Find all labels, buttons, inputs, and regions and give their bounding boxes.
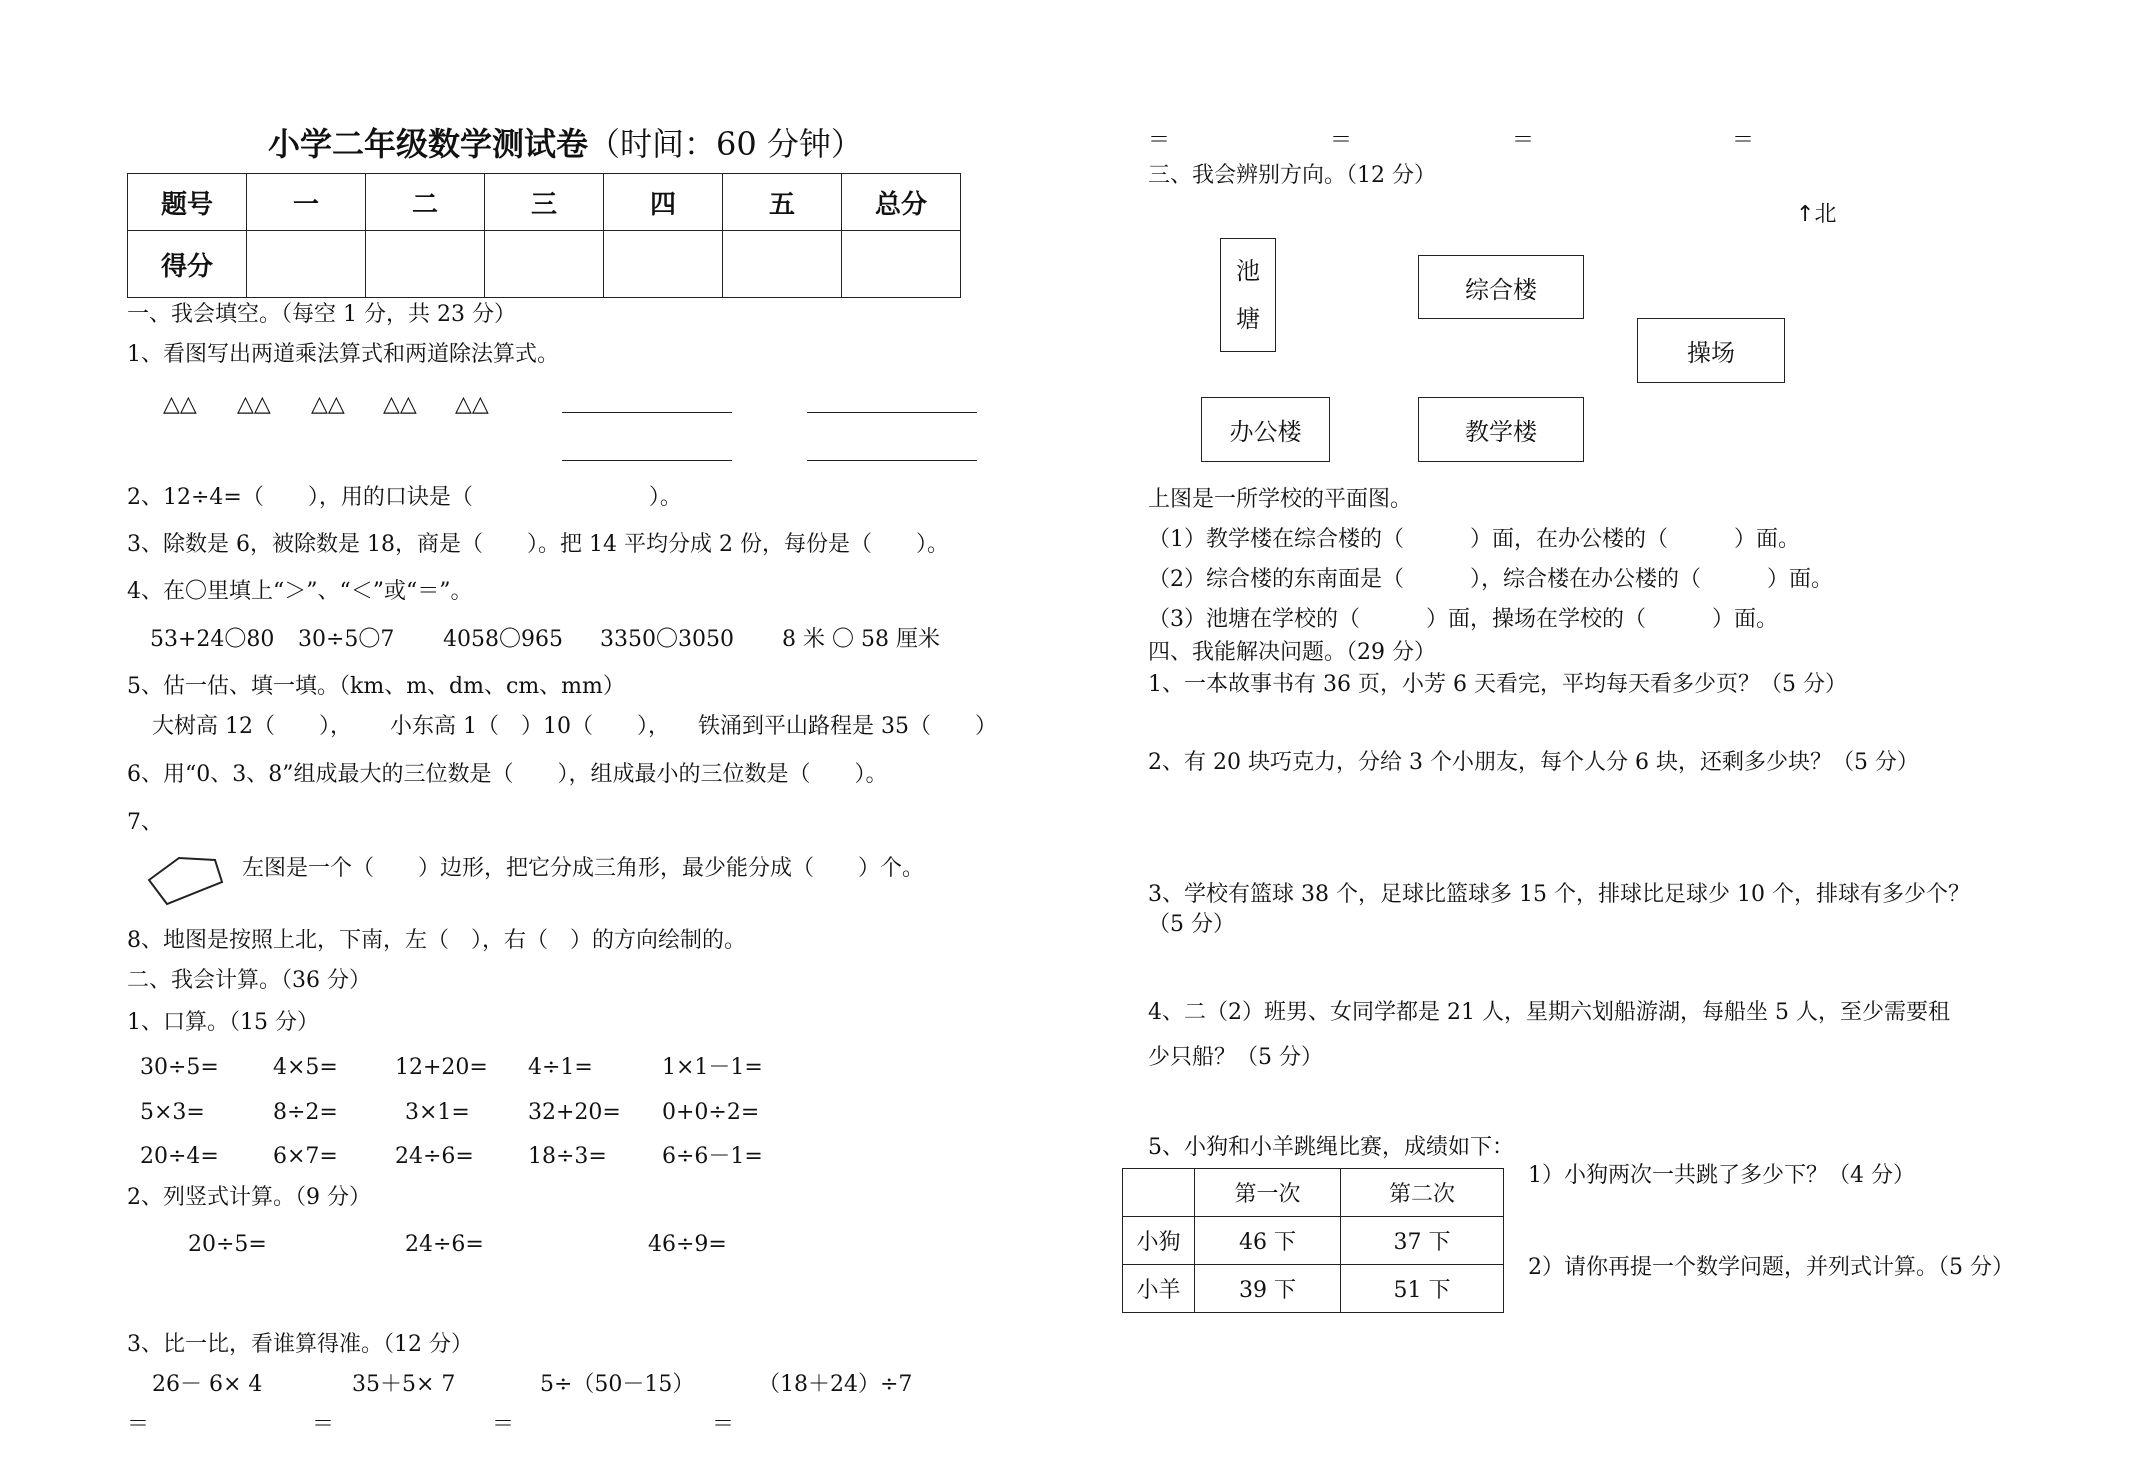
s2-q3: 3、比一比，看谁算得准。（12 分） (127, 1332, 473, 1357)
equals-sign: ＝ (492, 1412, 515, 1437)
s1-q5: 5、估一估、填一填。（km、m、dm、cm、mm） (127, 674, 625, 699)
score-header-cell: 三 (485, 174, 604, 231)
score-header-cell: 总分 (842, 174, 961, 231)
compare-item: 53+24〇80 (150, 627, 275, 652)
jump-rope-table (1122, 1168, 1504, 1313)
pentagon-figure (145, 854, 225, 910)
score-cell[interactable] (604, 231, 723, 298)
score-cell[interactable] (842, 231, 961, 298)
table-cell: 46 下 (1195, 1217, 1341, 1265)
answer-line[interactable] (562, 460, 732, 461)
section4-heading: 四、我能解决问题。（29 分） (1148, 640, 1436, 665)
s4-q4-line1: 4、二（2）班男、女同学都是 21 人，星期六划船游湖，每船坐 5 人，至少需要租 (1148, 1000, 1950, 1025)
table-header-cell (1123, 1169, 1195, 1217)
north-arrow-icon: ↑ (1796, 202, 1815, 227)
vertical-item: 46÷9= (648, 1232, 727, 1257)
page-title (268, 124, 863, 164)
s4-q3-line1: 3、学校有篮球 38 个，足球比篮球多 15 个，排球比足球少 10 个，排球有多少个？ (1148, 882, 1970, 907)
oral-item: 8÷2= (273, 1100, 338, 1125)
table-cell: 小羊 (1123, 1265, 1195, 1313)
section2-heading: 二、我会计算。（36 分） (127, 968, 371, 993)
pond-building (1220, 238, 1276, 352)
pond-char: 塘 (1236, 305, 1260, 333)
equals-sign: ＝ (1732, 128, 1755, 153)
vertical-item: 20÷5= (188, 1232, 267, 1257)
office-building: 办公楼 (1201, 397, 1330, 462)
answer-line[interactable] (807, 412, 977, 413)
complex-building: 综合楼 (1418, 255, 1584, 319)
triangle-group: △△ (237, 392, 271, 417)
s1-q6: 6、用“0、3、8”组成最大的三位数是（ ），组成最小的三位数是（ ）。 (127, 762, 888, 787)
triangle-group: △△ (455, 392, 489, 417)
compare-expr: 26－ 6× 4 (152, 1372, 263, 1397)
score-header-cell: 五 (723, 174, 842, 231)
answer-line[interactable] (807, 460, 977, 461)
table-cell: 51 下 (1341, 1265, 1504, 1313)
estimate-item: 铁涌到平山路程是 35（ ） (698, 714, 997, 739)
table-row (1123, 1217, 1504, 1265)
s1-q7-text: 左图是一个（ ）边形，把它分成三角形，最少能分成（ ）个。 (242, 856, 925, 881)
table-row (1123, 1265, 1504, 1313)
table-header-cell: 第二次 (1341, 1169, 1504, 1217)
table-header-cell: 第一次 (1195, 1169, 1341, 1217)
equals-sign: ＝ (712, 1412, 735, 1437)
title-sub: （时间：60 分钟） (588, 125, 863, 163)
triangle-group: △△ (311, 392, 345, 417)
score-table (127, 173, 961, 298)
equals-sign: ＝ (1330, 128, 1353, 153)
oral-item: 18÷3= (528, 1144, 607, 1169)
s4-q2: 2、有 20 块巧克力，分给 3 个小朋友，每个人分 6 块，还剩多少块？（5 分） (1148, 750, 1919, 775)
direction-question: （1）教学楼在综合楼的（ ）面，在办公楼的（ ）面。 (1148, 527, 1800, 552)
s4-q5: 5、小狗和小羊跳绳比赛，成绩如下： (1148, 1135, 1514, 1160)
score-header-row (128, 174, 961, 231)
direction-question: （2）综合楼的东南面是（ ），综合楼在办公楼的（ ）面。 (1148, 567, 1833, 592)
oral-item: 32+20= (528, 1100, 621, 1125)
section3-heading: 三、我会辨别方向。（12 分） (1148, 163, 1436, 188)
triangle-group: △△ (383, 392, 417, 417)
equals-sign: ＝ (127, 1412, 150, 1437)
compare-item: 4058〇965 (443, 627, 563, 652)
compare-expr: （18＋24）÷7 (758, 1372, 913, 1397)
score-row-label: 得分 (128, 231, 247, 298)
s1-q1: 1、看图写出两道乘法算式和两道除法算式。 (127, 342, 559, 367)
oral-item: 4×5= (273, 1055, 338, 1080)
table-cell: 39 下 (1195, 1265, 1341, 1313)
s1-q4: 4、在〇里填上“＞”、“＜”或“＝”。 (127, 579, 473, 604)
oral-item: 0+0÷2= (662, 1100, 760, 1125)
north-label: 北 (1814, 202, 1837, 227)
score-cell[interactable] (485, 231, 604, 298)
compare-item: 8 米 〇 58 厘米 (782, 627, 940, 652)
oral-item: 6÷6－1= (662, 1144, 763, 1169)
oral-item: 24÷6= (395, 1144, 474, 1169)
oral-item: 1×1－1= (662, 1055, 763, 1080)
equals-sign: ＝ (1148, 128, 1171, 153)
s4-q5-part2: 2）请你再提一个数学问题，并列式计算。（5 分） (1528, 1255, 2014, 1280)
s1-q8: 8、地图是按照上北，下南，左（ ），右（ ）的方向绘制的。 (127, 928, 746, 953)
score-cell[interactable] (723, 231, 842, 298)
oral-item: 20÷4= (140, 1144, 219, 1169)
table-cell: 37 下 (1341, 1217, 1504, 1265)
playground-building: 操场 (1637, 318, 1785, 383)
s1-q2: 2、12÷4=（ ），用的口诀是（ ）。 (127, 485, 682, 510)
north-indicator (1796, 202, 1836, 228)
score-header-cell: 二 (366, 174, 485, 231)
vertical-item: 24÷6= (405, 1232, 484, 1257)
score-header-cell: 一 (247, 174, 366, 231)
compare-item: 3350〇3050 (600, 627, 734, 652)
teaching-building: 教学楼 (1418, 397, 1584, 462)
section1-heading: 一、我会填空。（每空 1 分，共 23 分） (127, 302, 516, 327)
compare-item: 30÷5〇7 (298, 627, 395, 652)
oral-item: 4÷1= (528, 1055, 593, 1080)
oral-item: 12+20= (395, 1055, 488, 1080)
score-header-cell: 四 (604, 174, 723, 231)
map-description: 上图是一所学校的平面图。 (1148, 487, 1413, 512)
compare-expr: 35＋5× 7 (352, 1372, 456, 1397)
s2-q2: 2、列竖式计算。（9 分） (127, 1185, 371, 1210)
score-cell[interactable] (247, 231, 366, 298)
s4-q1: 1、一本故事书有 36 页，小芳 6 天看完，平均每天看多少页？（5 分） (1148, 672, 1847, 697)
score-cell[interactable] (366, 231, 485, 298)
title-main: 小学二年级数学测试卷 (268, 125, 589, 163)
estimate-item: 大树高 12（ ）， (152, 714, 352, 739)
pond-char: 池 (1236, 257, 1260, 285)
estimate-item: 小东高 1（ ）10（ ）， (390, 714, 670, 739)
s1-q3: 3、除数是 6，被除数是 18，商是（ ）。把 14 平均分成 2 份，每份是（ ）。 (127, 532, 949, 557)
oral-item: 5×3= (140, 1100, 205, 1125)
s4-q3-line2: （5 分） (1148, 912, 1235, 937)
s4-q5-part1: 1）小狗两次一共跳了多少下？（4 分） (1528, 1163, 1915, 1188)
s1-q7-number: 7、 (127, 810, 163, 835)
equals-sign: ＝ (312, 1412, 335, 1437)
equals-sign: ＝ (1512, 128, 1535, 153)
score-header-cell: 题号 (128, 174, 247, 231)
compare-expr: 5÷（50－15） (540, 1372, 695, 1397)
answer-line[interactable] (562, 412, 732, 413)
oral-item: 30÷5= (140, 1055, 219, 1080)
s4-q4-line2: 少只船？（5 分） (1148, 1045, 1323, 1070)
s2-q1: 1、口算。（15 分） (127, 1010, 319, 1035)
table-cell: 小狗 (1123, 1217, 1195, 1265)
table-header-row (1123, 1169, 1504, 1217)
direction-question: （3）池塘在学校的（ ）面，操场在学校的（ ）面。 (1148, 607, 1778, 632)
oral-item: 3×1= (405, 1100, 470, 1125)
score-value-row (128, 231, 961, 298)
triangle-group: △△ (163, 392, 197, 417)
oral-item: 6×7= (273, 1144, 338, 1169)
